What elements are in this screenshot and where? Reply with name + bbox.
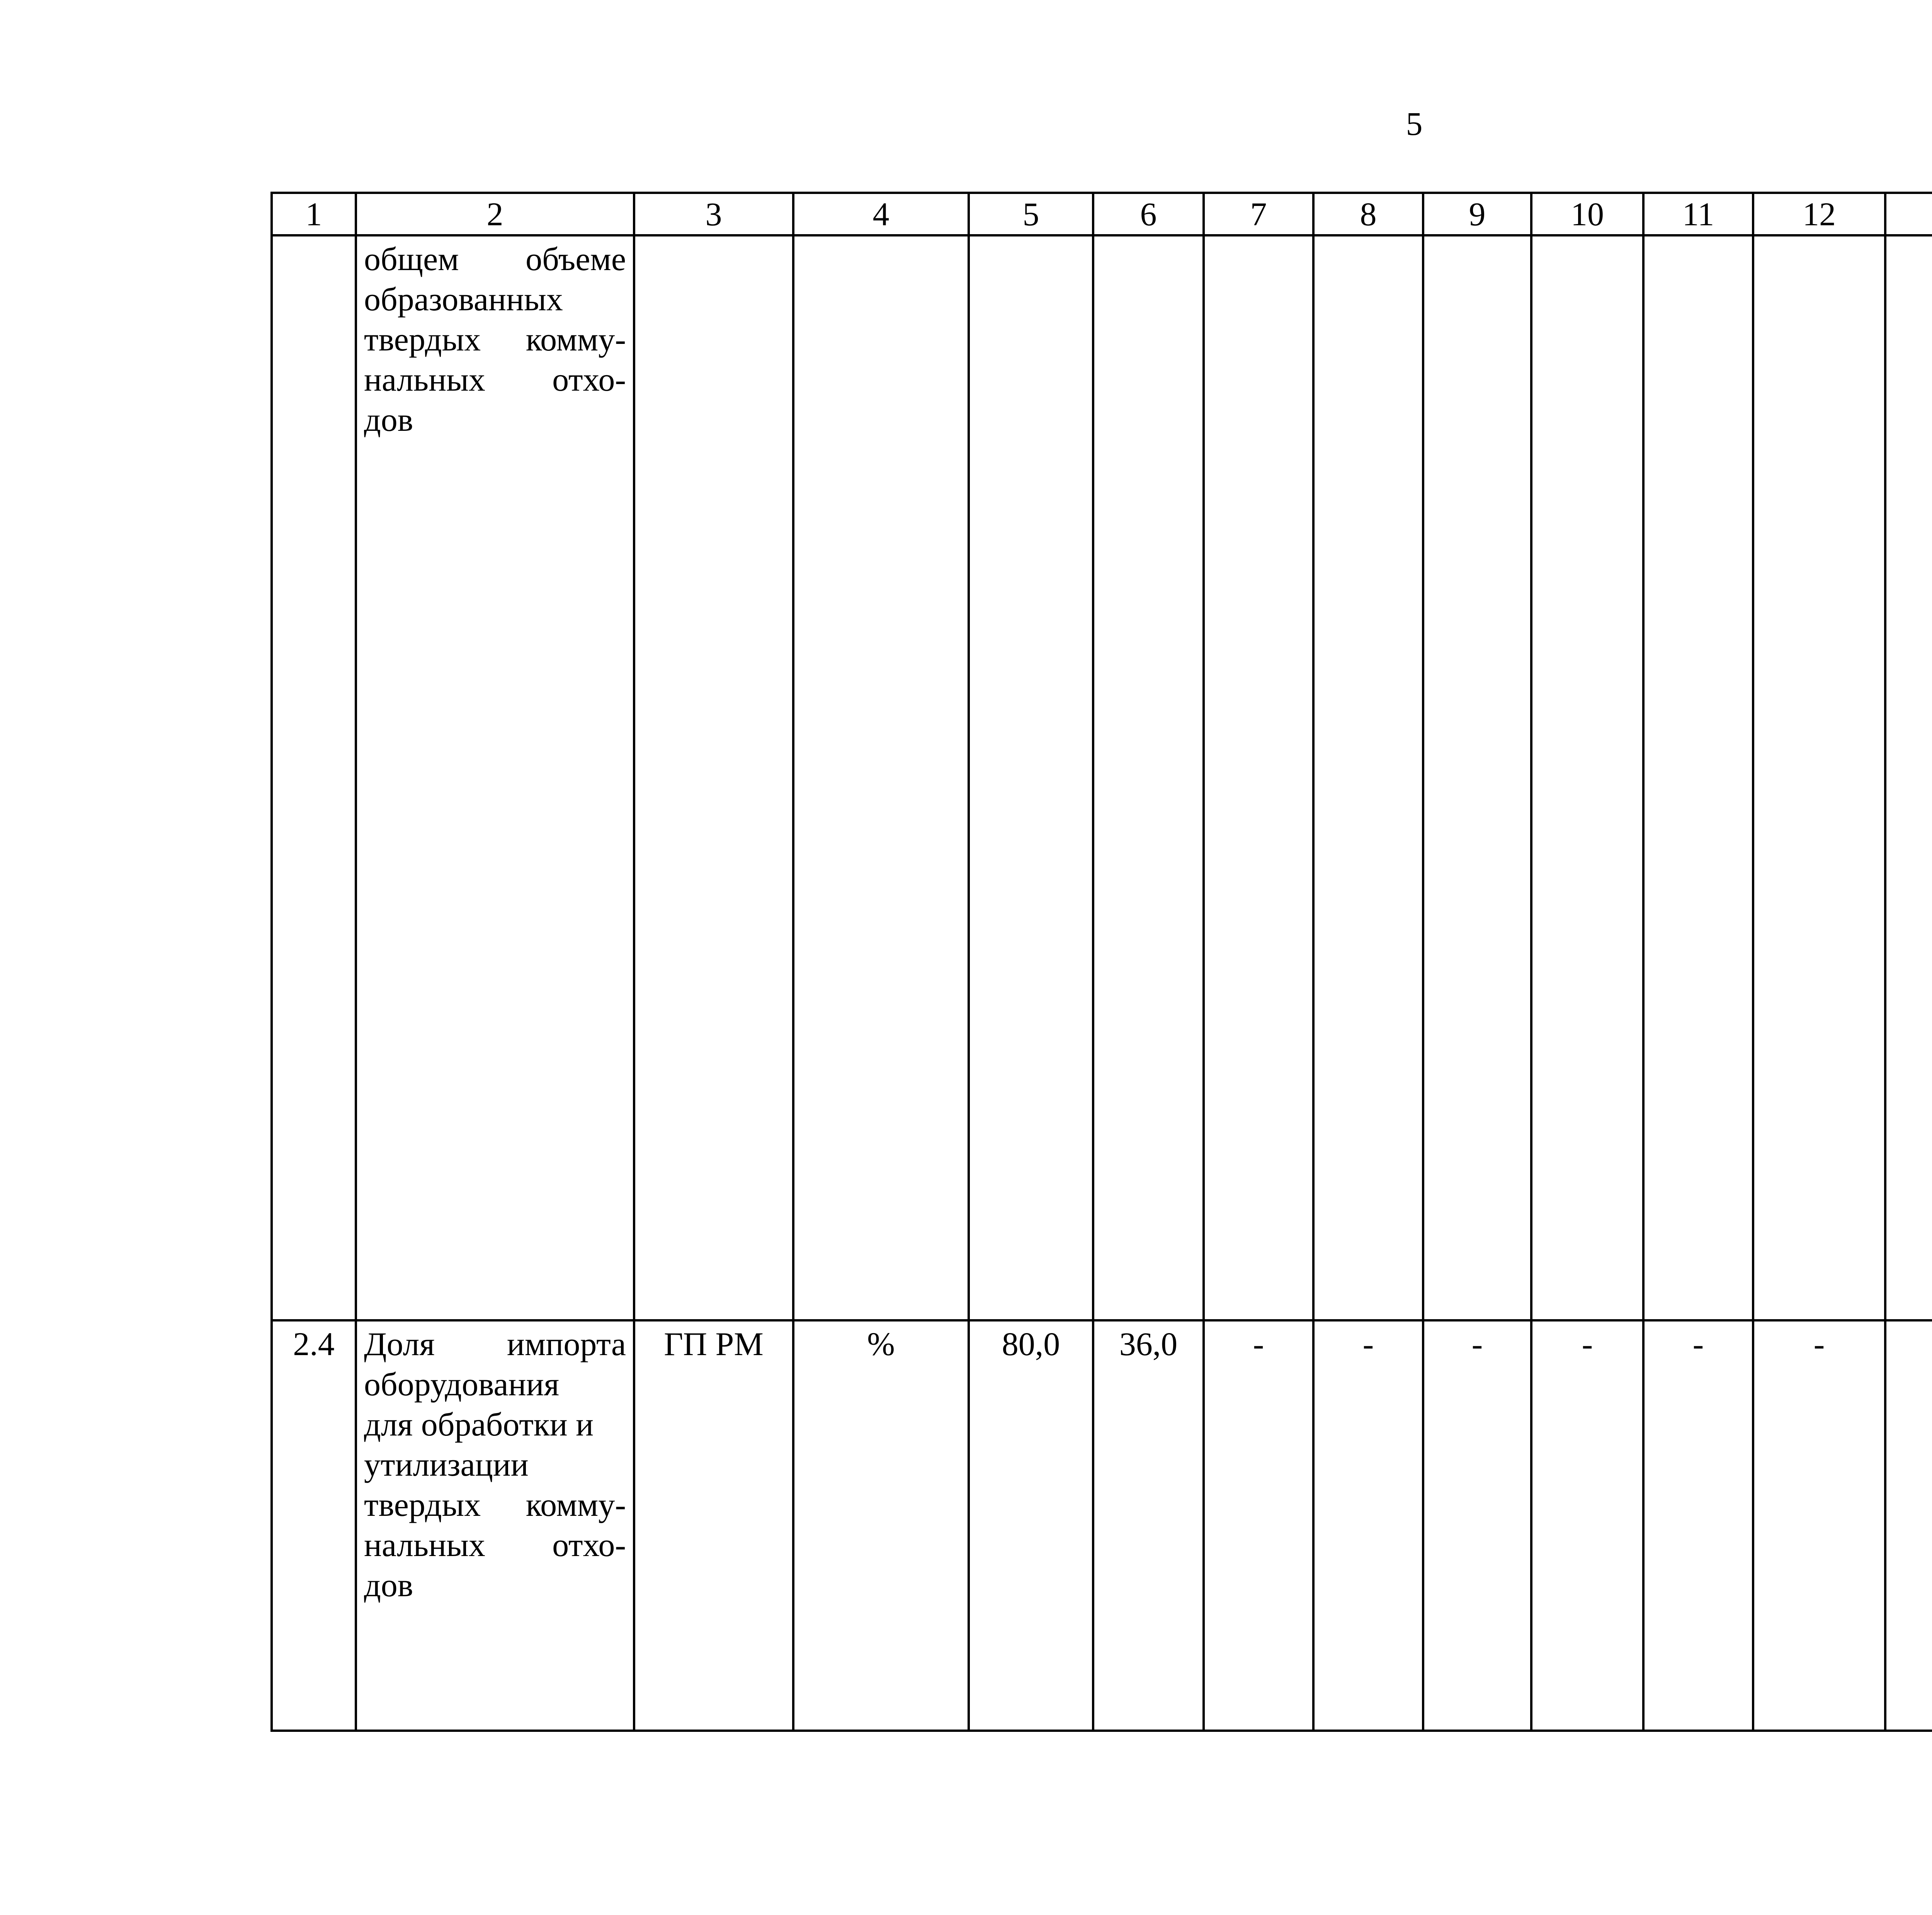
header-cell-9: 9 xyxy=(1423,193,1531,235)
header-cell-5: 5 xyxy=(969,193,1093,235)
cell-col-11: - xyxy=(1643,1320,1753,1731)
cell-col-8 xyxy=(1313,235,1423,1320)
header-cell-3: 3 xyxy=(634,193,793,235)
cell-col-10 xyxy=(1531,235,1643,1320)
table-header-row xyxy=(272,193,1932,235)
cell-col-8: - xyxy=(1313,1320,1423,1731)
cell-col-4: % xyxy=(793,1320,969,1731)
cell-col-13 xyxy=(1885,1320,1932,1731)
cell-col-13 xyxy=(1885,235,1932,1320)
cell-col-7 xyxy=(1204,235,1313,1320)
header-cell-7: 7 xyxy=(1204,193,1313,235)
table-row-2-4 xyxy=(272,1320,1932,1731)
header-cell-12: 12 xyxy=(1753,193,1885,235)
header-cell-2: 2 xyxy=(356,193,634,235)
page-number: 5 xyxy=(1406,105,1423,142)
header-cell-11: 11 xyxy=(1643,193,1753,235)
cell-col-4 xyxy=(793,235,969,1320)
cell-col-6 xyxy=(1093,235,1204,1320)
header-cell-6: 6 xyxy=(1093,193,1204,235)
header-cell-4: 4 xyxy=(793,193,969,235)
header-cell-8: 8 xyxy=(1313,193,1423,235)
cell-col-12: - xyxy=(1753,1320,1885,1731)
header-cell-13 xyxy=(1885,193,1932,235)
cell-col-11 xyxy=(1643,235,1753,1320)
cell-col-6: 36,0 xyxy=(1093,1320,1204,1731)
cell-number xyxy=(272,235,356,1320)
cell-col-3 xyxy=(634,235,793,1320)
cell-col-9 xyxy=(1423,235,1531,1320)
cell-col-12 xyxy=(1753,235,1885,1320)
cell-number: 2.4 xyxy=(272,1320,356,1731)
header-cell-10: 10 xyxy=(1531,193,1643,235)
cell-col-5 xyxy=(969,235,1093,1320)
cell-indicator-name: общем объеме образованных твердых комму- нальных отхо- дов xyxy=(356,235,634,1320)
table-row-continuation xyxy=(272,235,1932,1320)
cell-col-7: - xyxy=(1204,1320,1313,1731)
cell-col-5: 80,0 xyxy=(969,1320,1093,1731)
cell-col-9: - xyxy=(1423,1320,1531,1731)
header-cell-1: 1 xyxy=(272,193,356,235)
cell-indicator-name: Доля импорта оборудования для обработки и утилизации твердых комму- нальных отхо- дов xyxy=(356,1320,634,1731)
cell-col-10: - xyxy=(1531,1320,1643,1731)
cell-col-3: ГП РМ xyxy=(634,1320,793,1731)
indicators-table xyxy=(270,192,1932,1732)
